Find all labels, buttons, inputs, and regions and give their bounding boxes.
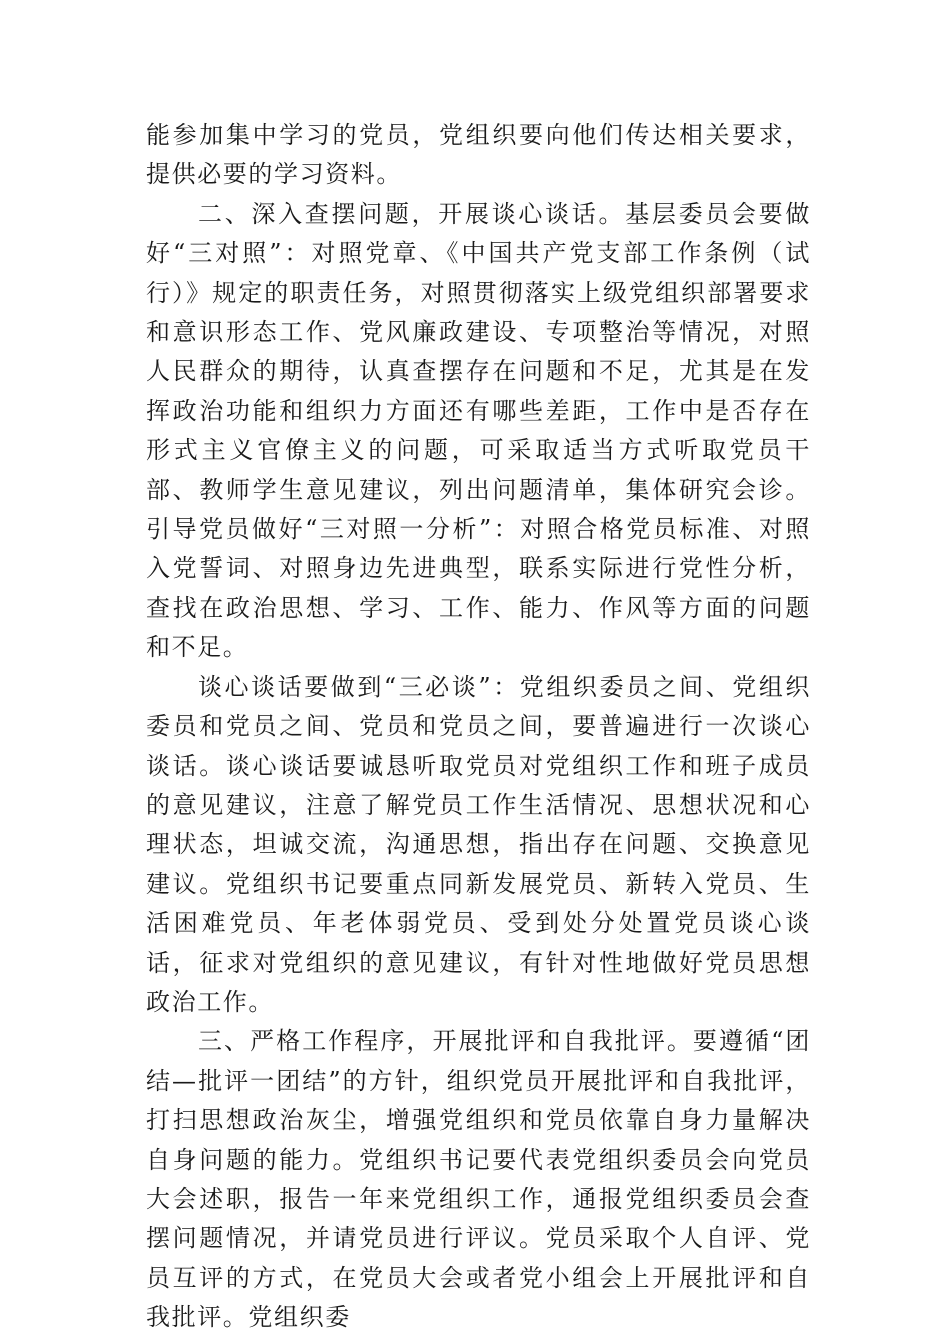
paragraph-heart-talk: 谈心谈话要做到“三必谈”：党组织委员之间、党组织委员和党员之间、党员和党员之间，要普遍进行一次谈心谈话。谈心谈话要诚恳听取党员对党组织工作和班子成员的意见建议，注意了解党员工作生活情况、思想状况和心理状态，坦诚交流，沟通思想，指出存在问题、交换意见建议。党组织书记要重点同新发展党员、新转入党员、生活困难党员、年老体弱党员、受到处分处置党员谈心谈话，征求对党组织的意见建议，有针对性地做好党员思想政治工作。 bbox=[146, 672, 811, 1016]
document-body bbox=[146, 116, 811, 1338]
paragraph-section-three: 三、严格工作程序，开展批评和自我批评。要遵循“团结—批评一团结”的方针，组织党员开展批评和自我批评，打扫思想政治灰尘，增强党组织和党员依靠自身力量解决自身问题的能力。党组织书记要代表党组织委员会向党员大会述职，报告一年来党组织工作，通报党组织委员会查摆问题情况，并请党员进行评议。党员采取个人自评、党员互评的方式，在党员大会或者党小组会上开展批评和自我批评。党组织委 bbox=[146, 1027, 811, 1332]
paragraph-continuation: 能参加集中学习的党员，党组织要向他们传达相关要求，提供必要的学习资料。 bbox=[146, 121, 811, 189]
paragraph-section-two: 二、深入查摆问题，开展谈心谈话。基层委员会要做好“三对照”：对照党章、《中国共产党支部工作条例（试行）》规定的职责任务，对照贯彻落实上级党组织部署要求和意识形态工作、党风廉政建设、专项整治等情况，对照人民群众的期待，认真查摆存在问题和不足，尤其是在发挥政治功能和组织力方面还有哪些差距，工作中是否存在形式主义官僚主义的问题，可采取适当方式听取党员干部、教师学生意见建议，列出问题清单，集体研究会诊。引导党员做好“三对照一分析”：对照合格党员标准、对照入党誓词、对照身边先进典型，联系实际进行党性分析，查找在政治思想、学习、工作、能力、作风等方面的问题和不足。 bbox=[146, 199, 811, 662]
